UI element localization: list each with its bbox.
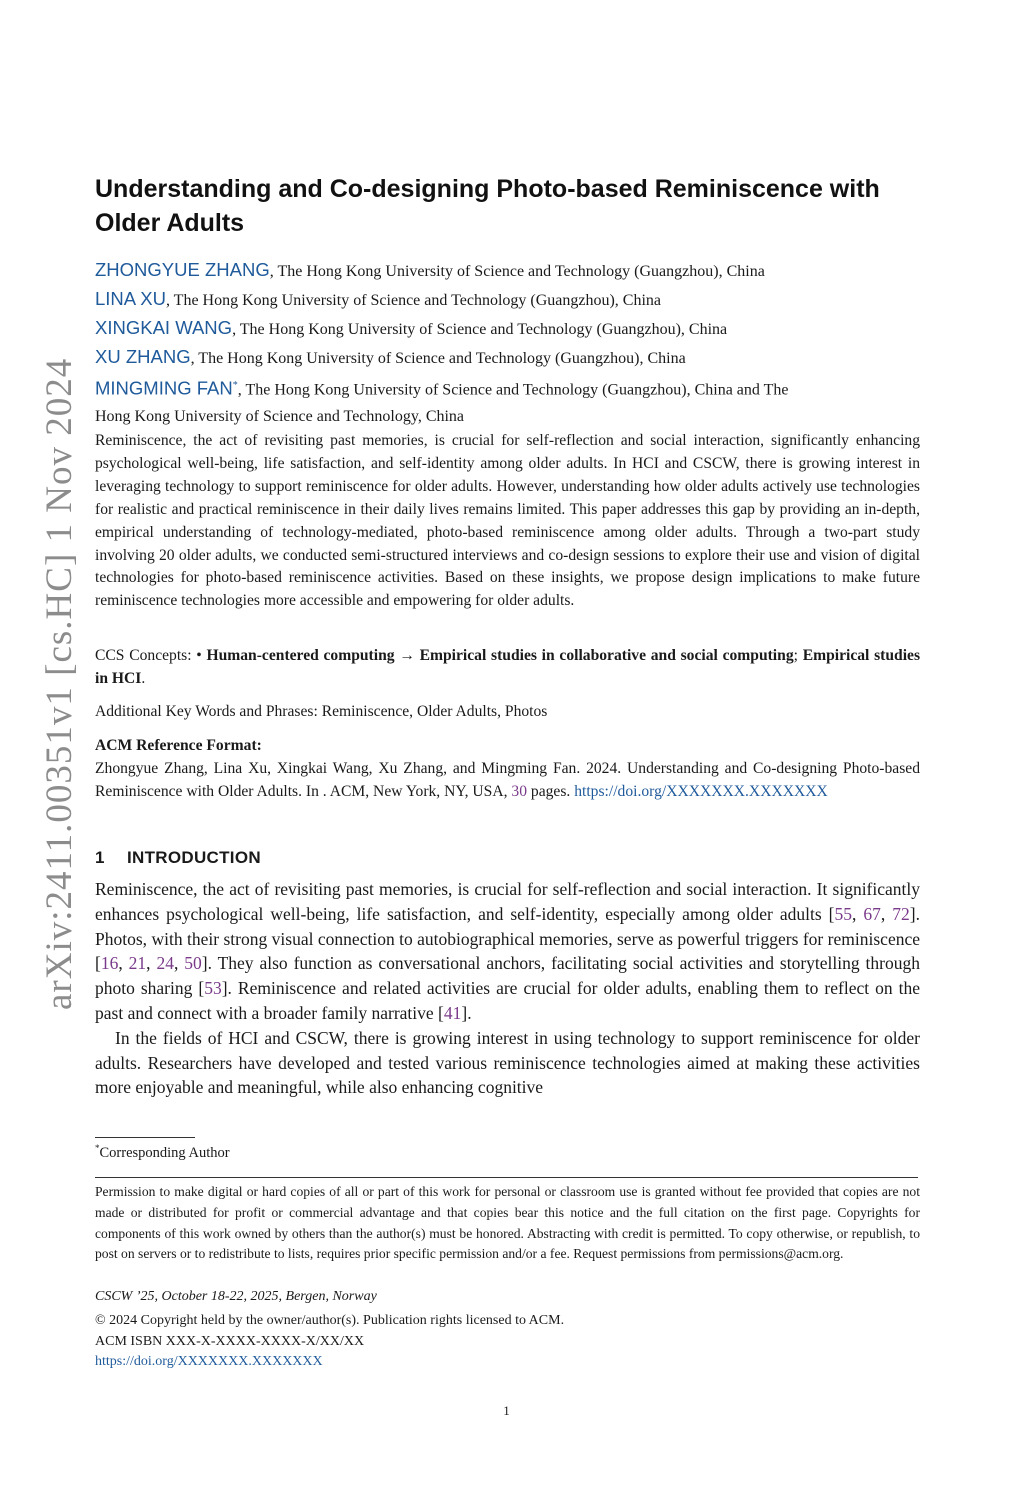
citation-link[interactable]: 55 xyxy=(834,903,852,924)
intro-text: , xyxy=(851,903,864,924)
section-heading-introduction xyxy=(95,848,261,868)
introduction-body xyxy=(95,877,920,1100)
author-entry xyxy=(95,285,925,314)
footnote xyxy=(95,1143,230,1162)
author-name[interactable]: XU ZHANG xyxy=(95,346,191,367)
intro-paragraph: In the fields of HCI and CSCW, there is growing interest in using technology to support reminiscence for older adults. Researchers have developed and tested various reminiscence technologies aimed at making these activities more enjoyable and meaningful, while also enhancing cognitive xyxy=(95,1027,920,1098)
citation-link[interactable]: 50 xyxy=(184,953,202,974)
author-entry xyxy=(95,256,925,285)
venue: CSCW ’25, October 18-22, 2025, Bergen, Norway xyxy=(95,1289,377,1304)
keywords: Additional Key Words and Phrases: Reminiscence, Older Adults, Photos xyxy=(95,703,548,720)
paper-title: Understanding and Co-designing Photo-based Reminiscence with Older Adults xyxy=(95,175,880,237)
acm-reference-pages-suffix: pages. xyxy=(527,782,575,800)
author-list xyxy=(95,256,925,430)
page-number: 1 xyxy=(503,1403,510,1418)
permission-notice: Permission to make digital or hard copies of all or part of this work for personal or classroom use is granted without fee provided that copies are not made or distributed for profit or commercial advantage and that copies bear this notice and the full citation on the first page. Copyrights for components of this work owned by others than the author(s) must be honored. Abstracting with credit is permitted. To copy otherwise, or republish, to post on servers or to redistribute to lists, requires prior specific permission and/or a fee. Request permissions from permissions@acm.org. xyxy=(95,1184,920,1262)
intro-text: ]. Photos, with their strong visual connection to autobiographical memories, serve as powerful triggers for reminiscence [ xyxy=(95,903,920,974)
author-entry xyxy=(95,314,925,343)
footnote-mark: * xyxy=(95,1143,100,1153)
intro-text: , xyxy=(146,953,157,974)
ccs-separator: ; xyxy=(793,647,803,664)
isbn-line: ACM ISBN XXX-X-XXXX-XXXX-X/XX/XX xyxy=(95,1333,365,1349)
acm-reference-heading: ACM Reference Format: xyxy=(95,737,262,754)
author-name[interactable]: MINGMING FAN xyxy=(95,377,233,399)
footnote-divider xyxy=(95,1137,195,1138)
abstract: Reminiscence, the act of revisiting past memories, is crucial for self-reflection and social interaction, significantly enhancing psychological well-being, life satisfaction, and self-identity among older adults. In HCI and CSCW, there is growing interest in leveraging technology to support reminiscence for older adults. However, understanding how older adults actively use technologies for realistic and practical reminiscence in their daily lives remains limited. This paper addresses this gap by providing an in-depth, empirical understanding of technology-mediated, photo-based reminiscence among older adults. Through a two-part study involving 20 older adults, we conducted semi-structured interviews and co-design sessions to explore their use and vision of digital technologies for photo-based reminiscence activities. Based on these insights, we propose design implications to make future reminiscence technologies more accessible and empowering for older adults. xyxy=(95,432,920,610)
author-affiliation: , The Hong Kong University of Science and Technology (Guangzhou), China xyxy=(190,350,686,367)
author-affiliation-continued xyxy=(95,403,925,430)
author-affiliation: , The Hong Kong University of Science and Technology (Guangzhou), China and The xyxy=(237,381,789,399)
intro-paragraph xyxy=(95,877,920,1026)
arxiv-stamp: arXiv:2411.00351v1 [cs.HC] 1 Nov 2024 xyxy=(39,357,80,1010)
author-name[interactable]: ZHONGYUE ZHANG xyxy=(95,259,270,280)
copyright-line: © 2024 Copyright held by the owner/author(s). Publication rights licensed to ACM. xyxy=(95,1313,565,1328)
acm-reference-format xyxy=(95,735,920,804)
citation-link[interactable]: 72 xyxy=(892,903,910,924)
ccs-arrow: → xyxy=(394,647,420,664)
intro-text: , xyxy=(118,953,129,974)
author-entry xyxy=(95,372,925,403)
citation-link[interactable]: 21 xyxy=(128,953,147,974)
ccs-concept: Human-centered computing xyxy=(206,647,395,664)
ccs-end: . xyxy=(141,669,146,687)
author-affiliation: , The Hong Kong University of Science and Technology (Guangzhou), China xyxy=(165,292,662,309)
ccs-concept: Empirical studies in HCI xyxy=(95,647,921,687)
author-affiliation: , The Hong Kong University of Science and Technology (Guangzhou), China xyxy=(269,263,765,280)
section-title: INTRODUCTION xyxy=(127,848,261,867)
section-number: 1 xyxy=(95,848,105,867)
citation-link[interactable]: 41 xyxy=(443,1002,462,1023)
citation-link[interactable]: 16 xyxy=(100,953,119,974)
intro-text: , xyxy=(880,903,893,924)
citation-link[interactable]: 67 xyxy=(863,903,881,924)
corresponding-mark[interactable]: * xyxy=(232,380,238,391)
author-name[interactable]: LINA XU xyxy=(95,288,166,309)
ccs-concepts xyxy=(95,645,920,691)
intro-text: ]. Reminiscence and related activities are crucial for older adults, enabling them to reflect on the past and connect with a broader family narrative [ xyxy=(95,978,920,1023)
citation-link[interactable]: 53 xyxy=(204,978,222,999)
intro-text: Reminiscence, the act of revisiting past memories, is crucial for self-reflection and social interaction. It significantly enhances psychological well-being, life satisfaction, and self-identity, especially among older adults [ xyxy=(95,879,920,924)
footnote-text: Corresponding Author xyxy=(99,1144,230,1161)
permission-divider xyxy=(95,1177,918,1178)
doi-link[interactable]: https://doi.org/XXXXXXX.XXXXXXX xyxy=(95,1354,323,1369)
ccs-concept: Empirical studies in collaborative and social computing xyxy=(419,647,794,664)
intro-text: ]. xyxy=(461,1002,472,1023)
author-name[interactable]: XINGKAI WANG xyxy=(95,317,233,338)
author-affiliation: Hong Kong University of Science and Technology, China xyxy=(95,408,465,426)
page-count-link[interactable]: 30 xyxy=(511,782,528,800)
doi-link[interactable]: https://doi.org/XXXXXXX.XXXXXXX xyxy=(574,782,828,800)
author-entry xyxy=(95,343,925,372)
citation-link[interactable]: 24 xyxy=(156,953,174,974)
intro-text: ]. They also function as conversational anchors, facilitating social activities and storytelling through photo sharing [ xyxy=(95,953,920,999)
ccs-label: CCS Concepts: • xyxy=(95,647,207,664)
intro-text: , xyxy=(173,953,185,974)
acm-reference-text: Zhongyue Zhang, Lina Xu, Xingkai Wang, Xu Zhang, and Mingming Fan. 2024. Understanding and Co-designing Photo-based Reminiscence with Older Adults. In . ACM, New York, NY, USA, xyxy=(95,759,920,800)
copyright-block xyxy=(95,1311,564,1373)
author-affiliation: , The Hong Kong University of Science and Technology (Guangzhou), China xyxy=(232,321,728,338)
